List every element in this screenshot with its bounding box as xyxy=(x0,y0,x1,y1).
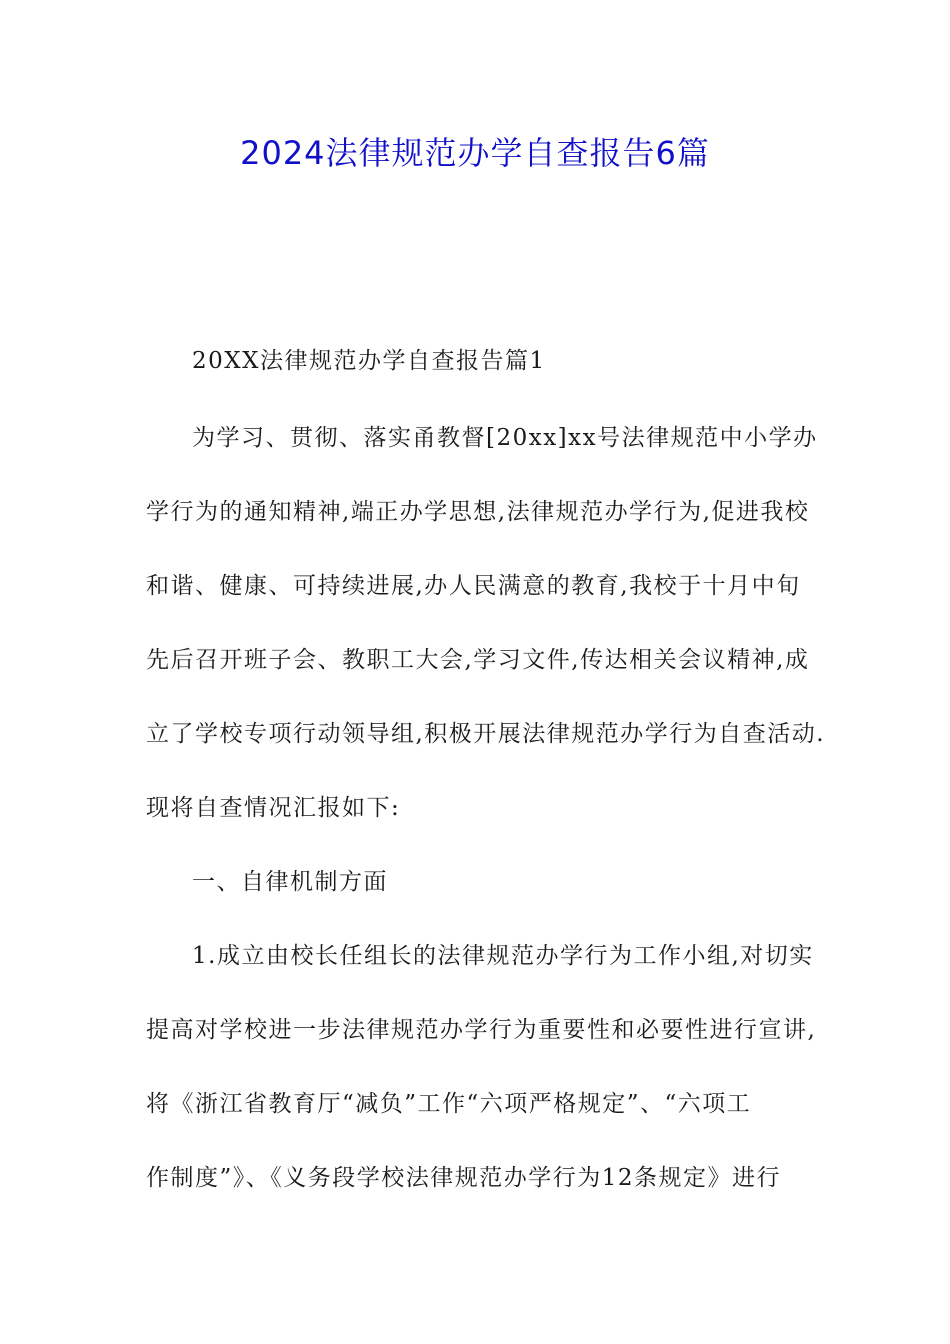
paragraph-line: 立了学校专项行动领导组,积极开展法律规范办学行为自查活动. xyxy=(146,721,826,747)
paragraph-line: 1.成立由校长任组长的法律规范办学行为工作小组,对切实 xyxy=(192,943,814,969)
paragraph-line: 学行为的通知精神,端正办学思想,法律规范办学行为,促进我校 xyxy=(146,499,810,525)
paragraph-line: 为学习、贯彻、落实甬教督[20xx]xx号法律规范中小学办 xyxy=(192,425,818,451)
paragraph-line: 先后召开班子会、教职工大会,学习文件,传达相关会议精神,成 xyxy=(146,647,810,673)
paragraph-line: 和谐、健康、可持续进展,办人民满意的教育,我校于十月中旬 xyxy=(146,573,801,599)
paragraph-line: 提高对学校进一步法律规范办学行为重要性和必要性进行宣讲, xyxy=(146,1017,817,1043)
paragraph-line: 现将自查情况汇报如下: xyxy=(146,795,401,821)
document-title: 2024法律规范办学自查报告6篇 xyxy=(240,134,710,172)
section-heading-report-1: 20XX法律规范办学自查报告篇1 xyxy=(192,348,546,374)
paragraph-line: 作制度”》、《义务段学校法律规范办学行为12条规定》进行 xyxy=(146,1165,782,1191)
paragraph-line: 将《浙江省教育厅“减负”工作“六项严格规定”、“六项工 xyxy=(146,1091,752,1117)
section-heading-self-discipline: 一、自律机制方面 xyxy=(192,869,388,895)
